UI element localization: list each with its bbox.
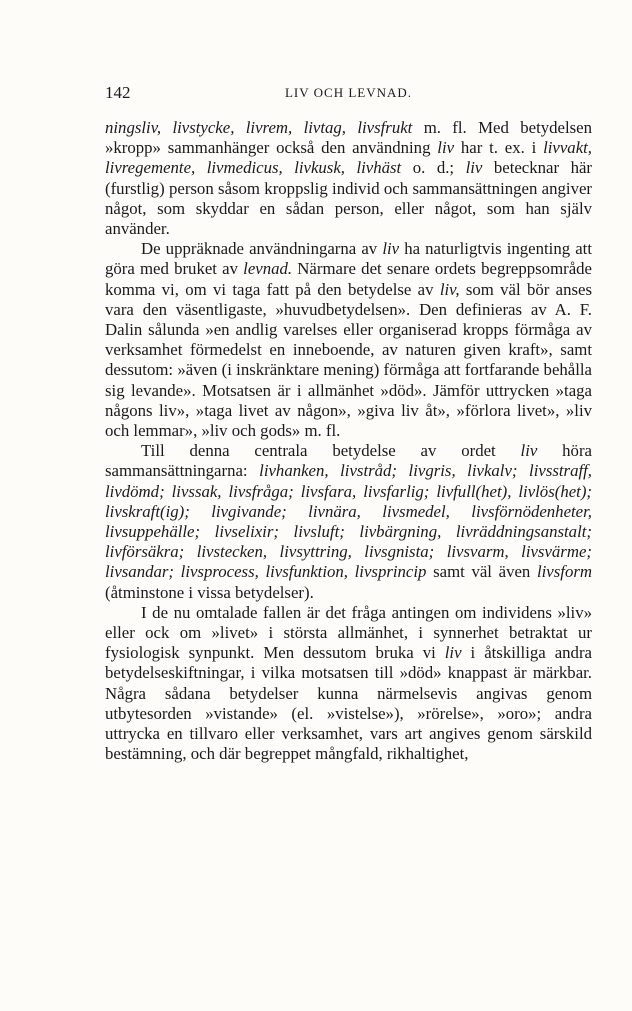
page-header — [105, 83, 592, 105]
paragraph — [105, 239, 592, 441]
text-run: i åtskilliga andra betydelseskiftningar, i vilka motsatsen till »död» knappast är märkbar. Några sådana betydelser kunna närmelsevis angivas genom utbytesorden »vistande» (el. »vistelse»), »rörelse», »oro»; andra uttrycka en tillvaro eller verksamhet, vars art angives genom särskild bestämning, och där begreppet mångfald, rikhaltighet, — [105, 643, 592, 764]
text-run: (åtminstone i vissa betydelser). — [105, 582, 314, 602]
paragraph — [105, 603, 592, 765]
text-run: Närmare det senare ordets begreppsområde komma vi, om vi taga fatt på den betydelse av — [105, 259, 592, 299]
italic-text: livhanken, livstråd; livgris, livkalv; livsstraff, livdömd; livssak, livsfråga; livsfara, livsfarlig; livfull(het), livlös(het); livskraft(ig); livgivande; livnära, livsmedel, livsförnödenheter, livsuppehälle; livselixir; livsluft; livbärgning, livräddningsanstalt; livförsäkra; livstecken, livsyttring, livsgnista; livsvarm, livsvärme; livsandar; livsprocess, livsfunktion, livsprincip — [105, 461, 592, 582]
text-run: Till denna centrala betydelse av ordet — [141, 441, 521, 461]
text-run: De uppräknade användningarna av — [141, 239, 383, 259]
text-run: betecknar här (furstlig) person såsom kroppslig individ och sammansättningen angiver något, som skyddar en sådan person, eller något, som han själv använder. — [105, 158, 593, 239]
italic-text: livvakt, livregemente, livmedicus, livkusk, livhäst — [105, 138, 592, 178]
page-number: 142 — [105, 83, 131, 102]
text-run: I de nu omtalade fallen är det fråga antingen om individens »liv» eller ock om »livet» i största allmänhet, i synnerhet betraktat ur fysiologisk synpunkt. Men dessutom bruka vi — [105, 602, 592, 663]
text-run: samt väl även — [426, 562, 537, 582]
text-run: ha naturligtvis ingenting att göra med bruket av — [105, 239, 592, 279]
italic-text: liv — [465, 158, 483, 178]
text-run: m. fl. Med betydelsen »kropp» sammanhänger också den användning — [105, 118, 592, 158]
text-run: som väl bör anses vara den väsentligaste, »huvudbetydelsen». Den definieras av A. F. Dalin sålunda »en andlig varelses eller organiserad kropps förmåga av verksamhet förmedelst en inneboende, av naturen given kraft», samt dessutom: »även (i inskränktare mening) förmåga att fortfarande behålla sig levande». Motsatsen är i allmänhet »död». Jämför uttrycken »taga någons liv», »taga livet av någon», »giva liv åt», »förlora livet», »liv och lemmar», »liv och gods» m. fl. — [105, 279, 592, 441]
italic-text: liv — [520, 441, 538, 461]
italic-text: ningsliv, livstycke, livrem, livtag, livsfrukt — [105, 118, 413, 137]
paragraph — [105, 441, 592, 603]
italic-text: levnad. — [243, 259, 293, 279]
running-title: LIV OCH LEVNAD. — [284, 85, 413, 100]
text-run: o. d.; — [401, 158, 466, 178]
italic-text: liv — [444, 643, 462, 663]
italic-text: liv — [437, 138, 455, 158]
italic-text: liv, — [439, 279, 460, 299]
paragraph — [105, 118, 592, 239]
italic-text: livsform — [536, 562, 592, 582]
body-text — [105, 118, 592, 765]
italic-text: liv — [382, 239, 400, 259]
text-run: har t. ex. i — [454, 138, 544, 158]
text-run: höra sammansättningarna: — [105, 441, 592, 481]
